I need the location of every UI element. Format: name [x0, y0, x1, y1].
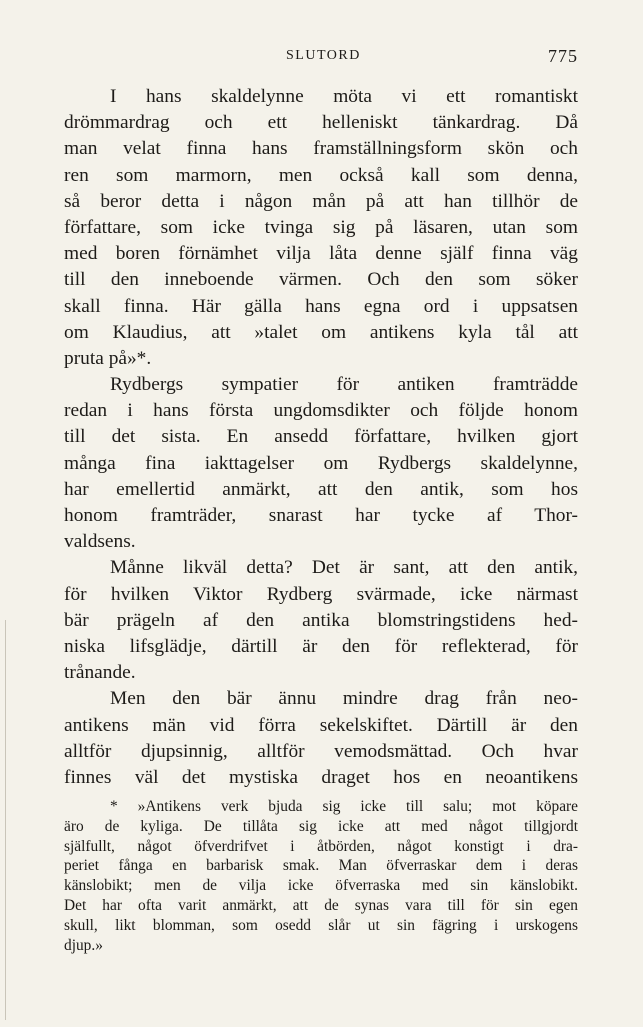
text-line: till det sista. En ansedd författare, hvilken gjort: [64, 426, 578, 448]
footnote-line: själfullt, något öfverdrifvet i åtbörden, något konstigt i dra-: [64, 837, 578, 855]
text-line: man velat finna hans framställningsform skön och: [64, 138, 578, 160]
text-line: skall finna. Här gälla hans egna ord i uppsatsen: [64, 295, 578, 317]
text-line: om Klaudius, att »talet om antikens kyla tål att: [64, 321, 578, 343]
page-number: 775: [548, 46, 578, 66]
text-line: valdsens.: [64, 531, 136, 553]
footnote-line: skull, likt blomman, som osedd slår ut sin fägring i urskogens: [64, 916, 578, 934]
text-line: Månne likväl detta? Det är sant, att den antik,: [110, 557, 578, 579]
text-line: författare, som icke tvinga sig på läsaren, utan som: [64, 216, 578, 238]
footnote-line: djup.»: [64, 936, 103, 954]
text-line: antikens män vid förra sekelskiftet. Därtill är den: [64, 714, 578, 736]
text-line: med boren förnämhet vilja låta denne själf finna väg: [64, 243, 578, 265]
text-line: niska lifsglädje, därtill är den för reflekterad, för: [64, 635, 578, 657]
text-line: drömmardrag och ett helleniskt tänkardrag. Då: [64, 112, 578, 134]
text-line: I hans skaldelynne möta vi ett romantiskt: [110, 86, 578, 107]
footnote-line: äro de kyliga. De tillåta sig icke att med något tillgjordt: [64, 817, 578, 835]
page-header: [64, 46, 578, 70]
footnote-line: Det har ofta varit anmärkt, att de synas vara till för sin egen: [64, 896, 578, 914]
body-text: [64, 84, 578, 791]
footnote: [64, 797, 578, 955]
footnote-line: periet fånga en barbarisk smak. Man öfverraskar dem i deras: [64, 857, 578, 875]
text-line: finnes väl det mystiska draget hos en neoantikens: [64, 766, 578, 788]
text-line: alltför djupsinnig, alltför vemodsmättad. Och hvar: [64, 740, 578, 762]
text-line: för hvilken Viktor Rydberg svärmade, icke närmast: [64, 583, 578, 605]
text-line: redan i hans första ungdomsdikter och följde honom: [64, 400, 578, 422]
text-line: bär prägeln af den antika blomstringstidens hed-: [64, 609, 578, 631]
text-line: ren som marmorn, men också kall som denna,: [64, 164, 578, 186]
text-line: pruta på»*.: [64, 347, 152, 369]
text-line: många fina iakttagelser om Rydbergs skaldelynne,: [64, 452, 578, 474]
footnote-line: * »Antikens verk bjuda sig icke till salu; mot köpare: [110, 798, 578, 815]
text-line: till den inneboende värmen. Och den som söker: [64, 269, 578, 291]
text-line: har emellertid anmärkt, att den antik, som hos: [64, 478, 578, 500]
text-line: så beror detta i någon mån på att han tillhör de: [64, 190, 578, 212]
text-line: Men den bär ännu mindre drag från neo-: [110, 688, 578, 710]
page-edge-divider: [5, 620, 6, 1020]
text-line: trånande.: [64, 662, 136, 684]
text-line: Rydbergs sympatier för antiken framträdde: [110, 374, 578, 396]
text-line: honom framträder, snarast har tycke af Thor-: [64, 505, 578, 526]
running-head: SLUTORD: [286, 48, 361, 63]
footnote-line: känslobikt; men de vilja icke öfverraska med sin känslobikt.: [64, 877, 578, 895]
